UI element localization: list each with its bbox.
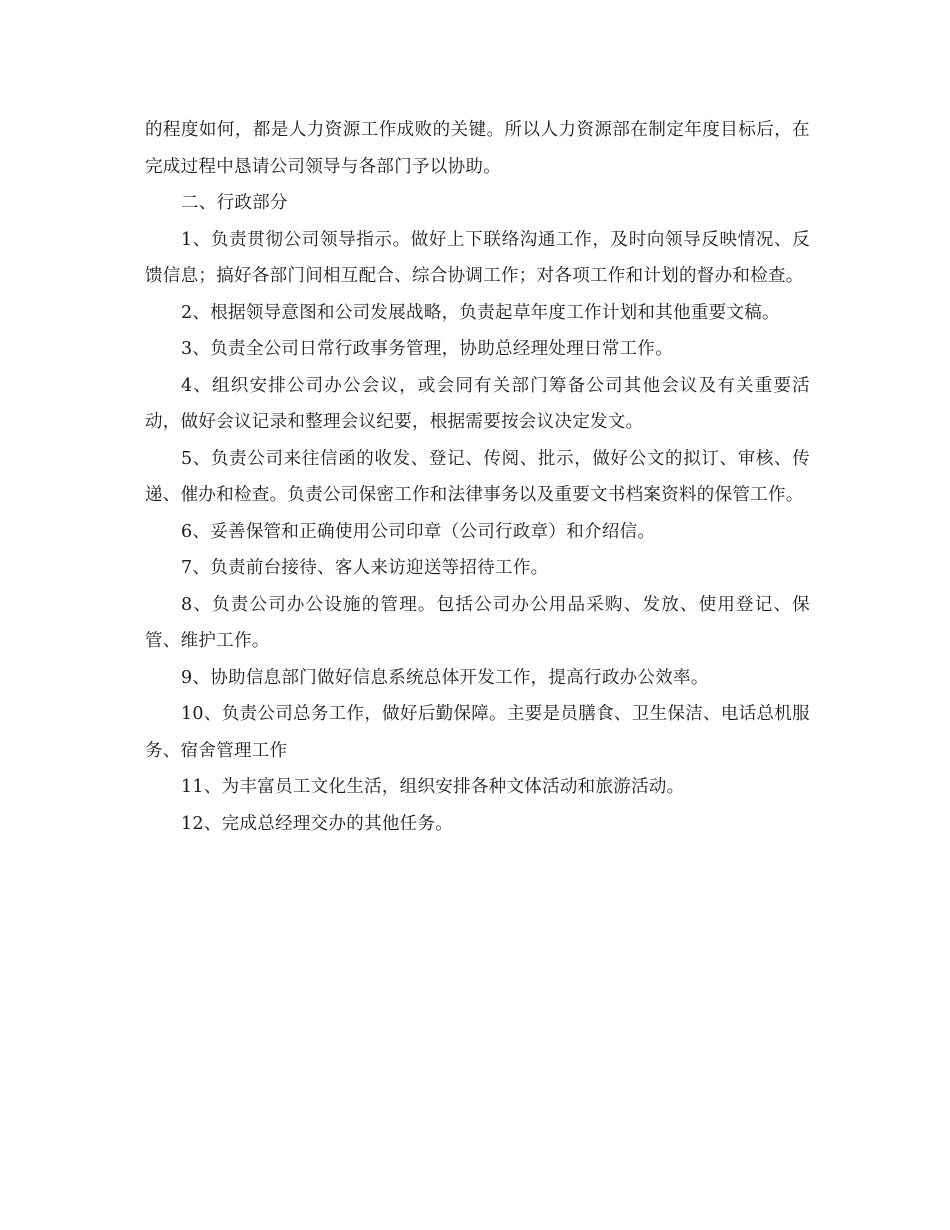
section-heading-admin: 二、行政部分 [181,193,288,213]
document-body [145,112,810,842]
list-item: 6、妥善保管和正确使用公司印章（公司行政章）和介绍信。 [181,521,656,542]
list-item: 1、负责贯彻公司领导指示。做好上下联络沟通工作，及时向领导反映情况、反馈信息；搞好各部门间相互配合、综合协调工作；对各项工作和计划的督办和检查。 [145,229,810,286]
list-item: 2、根据领导意图和公司发展战略，负责起草年度工作计划和其他重要文稿。 [181,302,780,323]
list-item: 9、协助信息部门做好信息系统总体开发工作，提高行政办公效率。 [181,667,709,688]
paragraph-continuation: 的程度如何，都是人力资源工作成败的关键。所以人力资源部在制定年度目标后，在完成过程中恳请公司领导与各部门予以协助。 [145,120,810,177]
list-item: 4、组织安排公司办公会议，或会同有关部门筹备公司其他会议及有关重要活动，做好会议记录和整理会议纪要，根据需要按会议决定发文。 [145,375,810,432]
list-item: 3、负责全公司日常行政事务管理，协助总经理处理日常工作。 [181,339,674,359]
list-item: 12、完成总经理交办的其他任务。 [181,813,454,834]
list-item: 11、为丰富员工文化生活，组织安排各种文体活动和旅游活动。 [181,777,685,797]
list-item: 5、负责公司来往信函的收发、登记、传阅、批示，做好公文的拟订、审核、传递、催办和检查。负责公司保密工作和法律事务以及重要文书档案资料的保管工作。 [145,448,810,505]
list-item: 10、负责公司总务工作，做好后勤保障。主要是员膳食、卫生保洁、电话总机服务、宿舍管理工作 [145,704,810,761]
list-item: 7、负责前台接待、客人来访迎送等招待工作。 [181,558,549,578]
list-item: 8、负责公司办公设施的管理。包括公司办公用品采购、发放、使用登记、保管、维护工作。 [145,594,810,651]
